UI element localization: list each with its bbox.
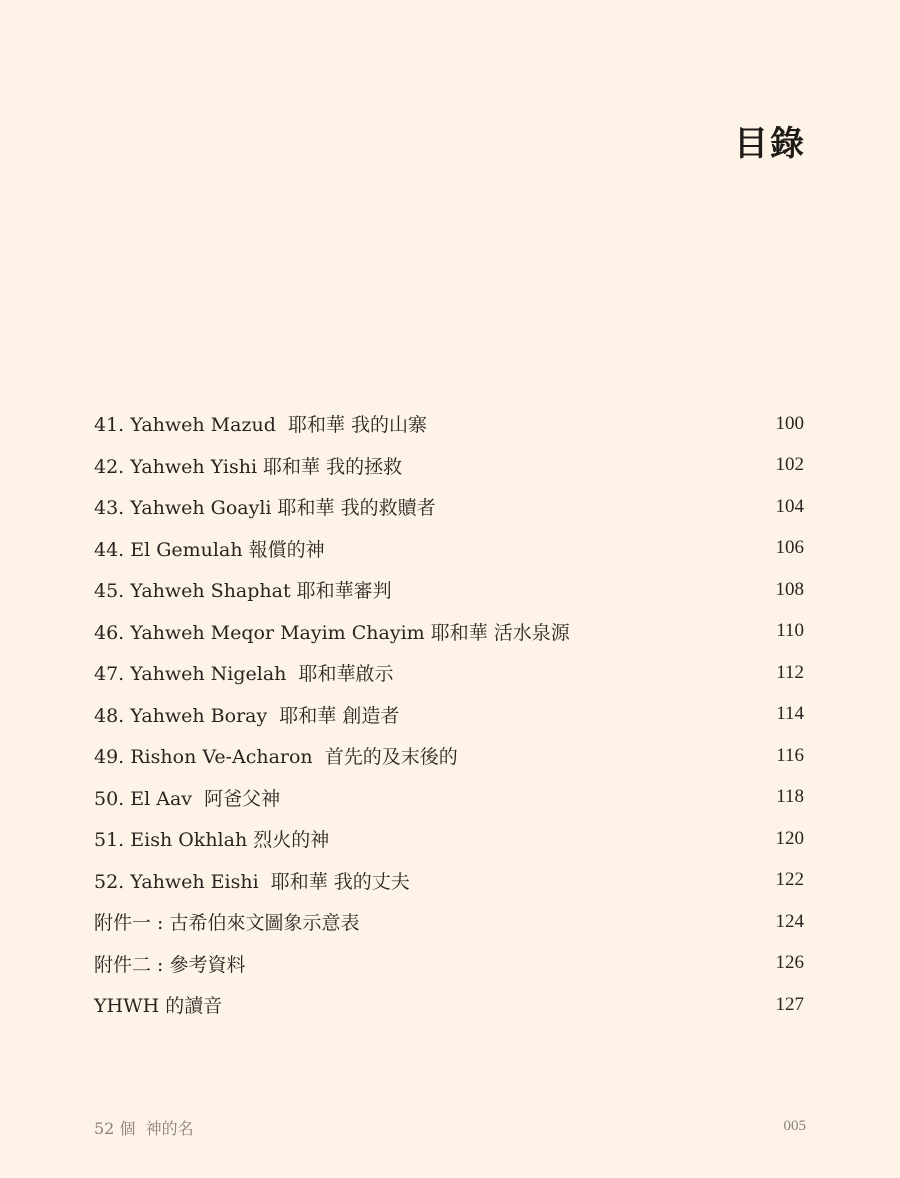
toc-entry[interactable] [94, 652, 804, 694]
toc-entry-page: 127 [775, 993, 804, 1015]
toc-entry-title: 48. Yahweh Boray 耶和華 創造者 [94, 704, 400, 727]
toc-entry[interactable] [94, 943, 804, 985]
toc-entry[interactable] [94, 445, 804, 487]
toc-entry-page: 100 [775, 412, 804, 434]
toc-entry-title: 附件二 : 參考資料 [94, 953, 246, 976]
toc-entry-title: 49. Rishon Ve-Acharon 首先的及末後的 [94, 746, 458, 769]
table-of-contents [94, 403, 804, 1026]
toc-entry[interactable] [94, 818, 804, 860]
toc-entry-page: 122 [775, 869, 804, 891]
toc-entry-page: 118 [776, 786, 804, 808]
toc-entry[interactable] [94, 860, 804, 902]
toc-entry-title: 42. Yahweh Yishi 耶和華 我的拯救 [94, 455, 403, 478]
toc-entry[interactable] [94, 984, 804, 1026]
footer-book-title: 52 個 神的名 [94, 1119, 194, 1138]
toc-entry-page: 116 [776, 744, 804, 766]
toc-entry[interactable] [94, 694, 804, 736]
page-title: 目錄 [734, 124, 806, 164]
toc-entry-title: 45. Yahweh Shaphat 耶和華審判 [94, 580, 392, 603]
toc-entry[interactable] [94, 486, 804, 528]
toc-entry[interactable] [94, 403, 804, 445]
toc-entry-page: 106 [775, 537, 804, 559]
toc-entry[interactable] [94, 569, 804, 611]
toc-entry-page: 124 [775, 910, 804, 932]
toc-entry-title: 43. Yahweh Goayli 耶和華 我的救贖者 [94, 497, 436, 520]
toc-entry[interactable] [94, 735, 804, 777]
toc-entry-title: 52. Yahweh Eishi 耶和華 我的丈夫 [94, 870, 410, 893]
toc-entry-page: 108 [775, 578, 804, 600]
toc-entry[interactable] [94, 777, 804, 819]
footer-page-number: 005 [783, 1118, 806, 1134]
toc-entry-page: 104 [775, 495, 804, 517]
toc-entry-title: 41. Yahweh Mazud 耶和華 我的山寨 [94, 414, 427, 437]
toc-entry-page: 120 [775, 827, 804, 849]
toc-entry[interactable] [94, 611, 804, 653]
toc-entry[interactable] [94, 528, 804, 570]
toc-entry-title: 44. El Gemulah 報償的神 [94, 538, 325, 561]
toc-entry-title: 51. Eish Okhlah 烈火的神 [94, 829, 330, 852]
toc-entry-page: 102 [775, 454, 804, 476]
toc-entry[interactable] [94, 901, 804, 943]
toc-entry-page: 112 [776, 661, 804, 683]
toc-entry-title: 50. El Aav 阿爸父神 [94, 787, 281, 810]
toc-entry-title: 附件一 : 古希伯來文圖象示意表 [94, 912, 360, 935]
toc-entry-page: 110 [776, 620, 804, 642]
toc-entry-title: 46. Yahweh Meqor Mayim Chayim 耶和華 活水泉源 [94, 621, 570, 644]
toc-entry-page: 126 [775, 952, 804, 974]
toc-entry-title: YHWH 的讀音 [94, 995, 223, 1018]
toc-entry-title: 47. Yahweh Nigelah 耶和華啟示 [94, 663, 394, 686]
toc-entry-page: 114 [776, 703, 804, 725]
